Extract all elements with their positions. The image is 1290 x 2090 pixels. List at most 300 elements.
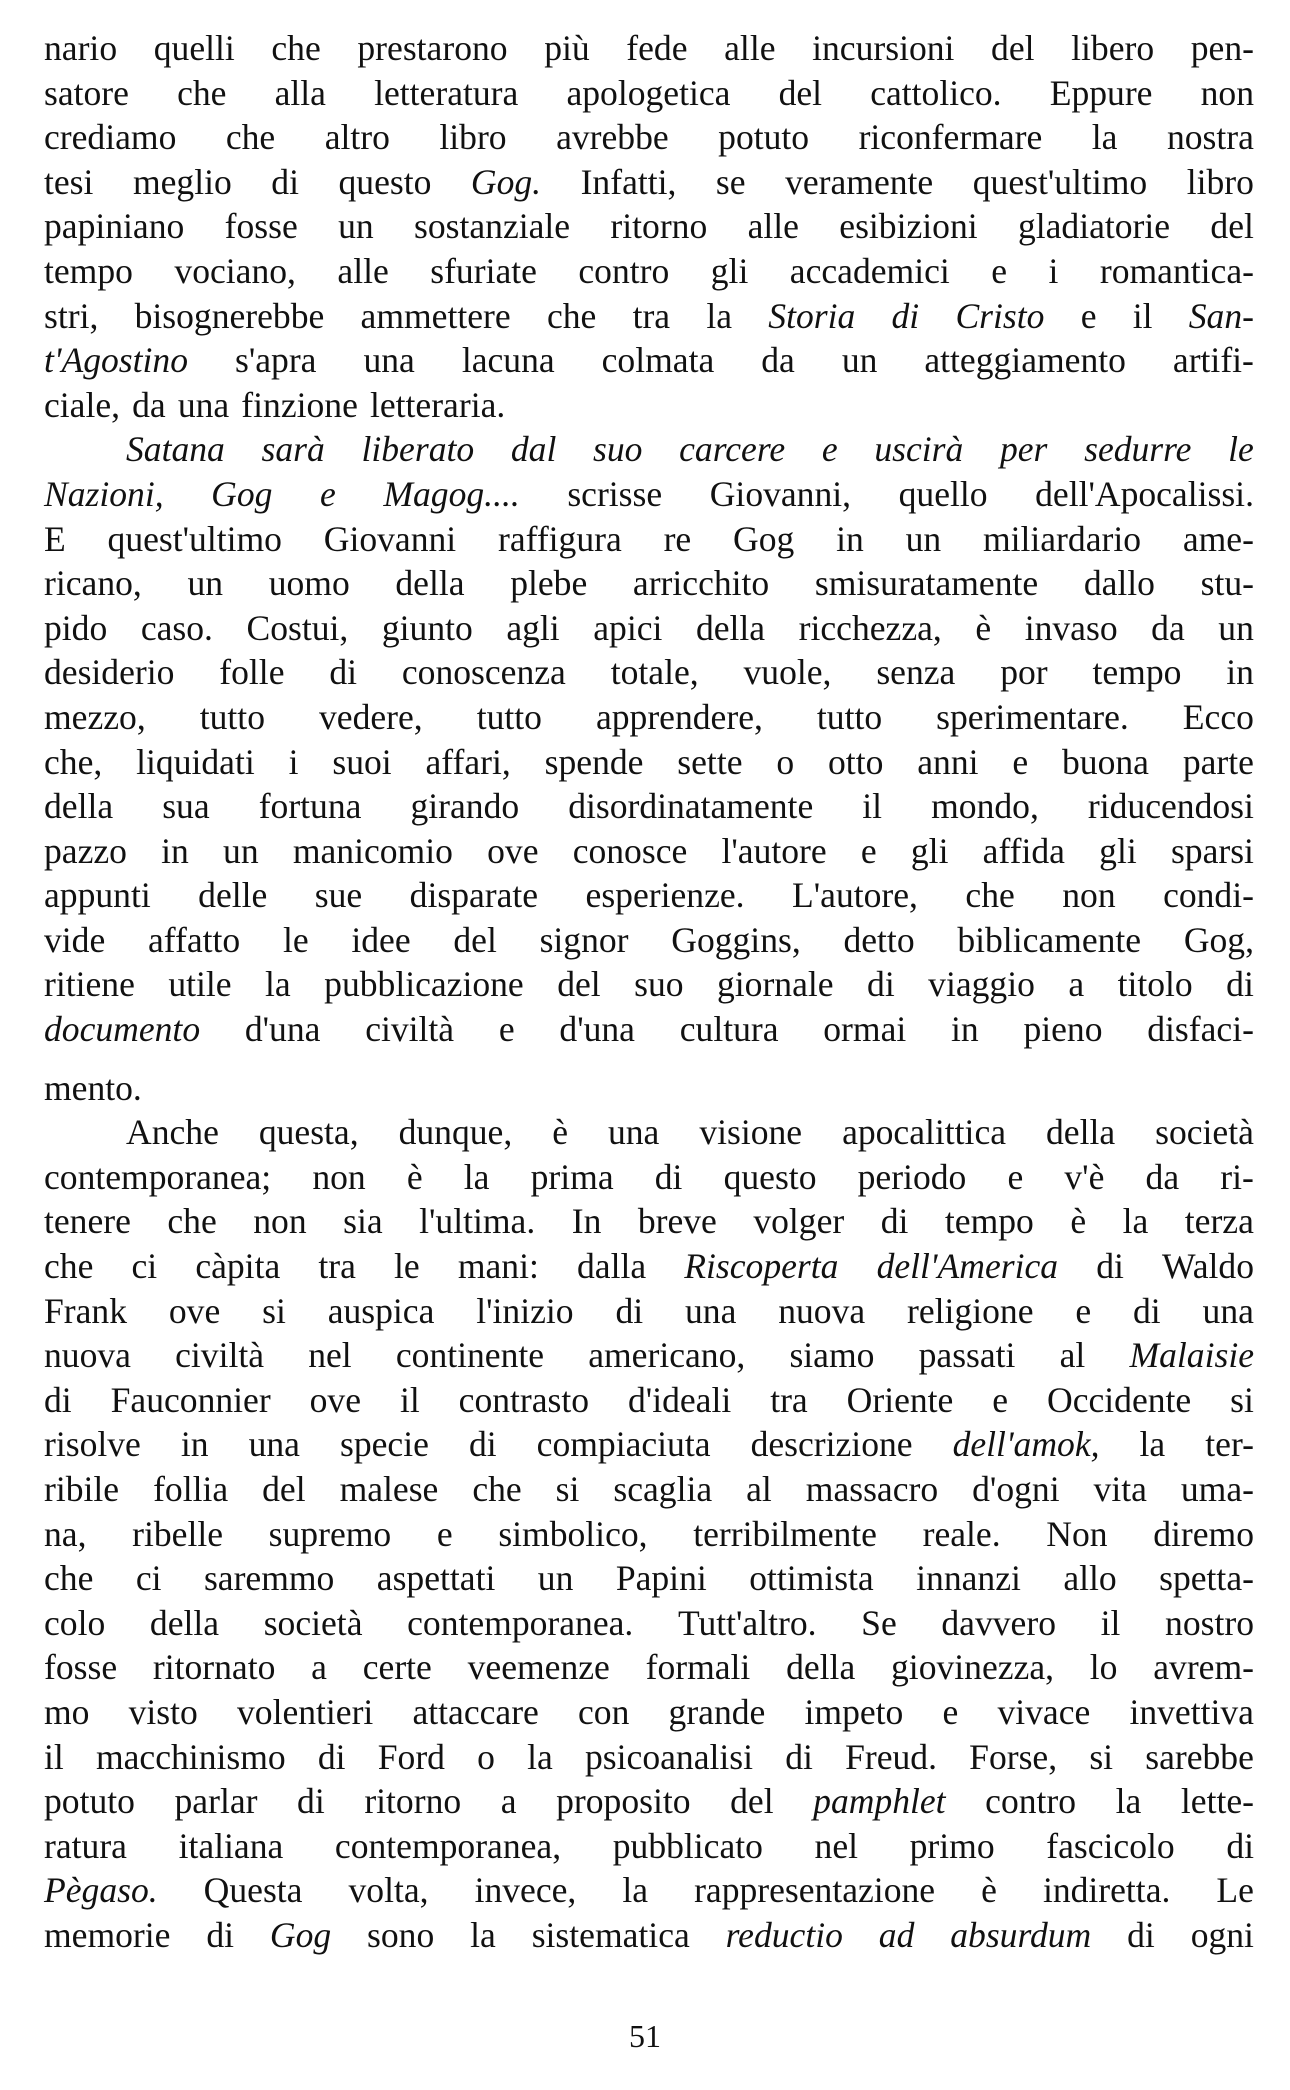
word: contrasto	[458, 1379, 590, 1420]
word: por	[1000, 652, 1048, 693]
text-line	[44, 1824, 1254, 1869]
word: Le	[1216, 1870, 1254, 1911]
word: simbolico,	[498, 1513, 648, 1554]
word: malese	[339, 1469, 439, 1509]
word: giovinezza,	[891, 1647, 1055, 1688]
word: signor	[539, 919, 629, 960]
word: ottimista	[749, 1558, 874, 1599]
word: sperimentare.	[936, 696, 1129, 737]
word: cattolico.	[870, 72, 1002, 113]
word: specie	[340, 1424, 429, 1465]
word: religione	[907, 1290, 1034, 1331]
text-line	[44, 160, 1254, 205]
body-text	[44, 26, 1254, 1958]
word: fascicolo	[1046, 1825, 1175, 1866]
word: letteraria.	[369, 384, 506, 425]
word: di	[891, 295, 920, 336]
word: Costui,	[246, 607, 349, 648]
word: che	[44, 1558, 94, 1599]
word: Pègaso.	[44, 1870, 158, 1911]
word: una	[1202, 1290, 1254, 1331]
text-line	[44, 1601, 1254, 1646]
word: libro	[1186, 161, 1254, 202]
word: nel	[814, 1825, 859, 1866]
text-line	[44, 1645, 1254, 1690]
word: caso.	[140, 607, 213, 648]
word: in	[161, 830, 189, 871]
text-line	[44, 1289, 1254, 1334]
word: allo	[1063, 1558, 1117, 1599]
word: ammettere	[360, 295, 511, 336]
word: sparsi	[1170, 830, 1254, 871]
word: mento.	[44, 1067, 142, 1108]
text-line	[44, 1467, 1254, 1512]
word: In	[571, 1201, 602, 1242]
word: e	[991, 250, 1008, 291]
word: disfaci-	[1147, 1009, 1254, 1050]
word: uscirà	[874, 429, 964, 470]
word: sia	[343, 1201, 383, 1242]
word: nostra	[1166, 117, 1254, 158]
word: liberato	[361, 429, 475, 470]
word: di	[1133, 1290, 1161, 1331]
text-line	[44, 472, 1254, 517]
word: è	[552, 1112, 568, 1153]
text-line	[44, 1378, 1254, 1423]
word: in	[951, 1009, 979, 1050]
word: di	[271, 161, 299, 202]
word: l'autore	[721, 830, 827, 871]
word: detto	[843, 919, 915, 960]
word: sfuriate	[430, 250, 537, 291]
word: miliardario	[982, 518, 1142, 559]
word: il	[862, 786, 883, 827]
word: il	[1132, 295, 1153, 336]
word: che	[271, 28, 321, 68]
word: Gog.	[470, 161, 542, 202]
word: ritiene	[44, 964, 135, 1005]
word: si	[555, 1469, 580, 1509]
word: San-	[1188, 295, 1254, 336]
word: scrisse	[567, 473, 663, 514]
word: ormai	[823, 1009, 907, 1050]
word: da	[761, 340, 795, 381]
word: per	[999, 429, 1048, 470]
word: un	[537, 1558, 574, 1599]
word: tutto	[476, 696, 542, 737]
word: suo	[634, 964, 684, 1005]
word: una	[177, 384, 230, 425]
word: attaccare	[412, 1691, 539, 1732]
word: la	[622, 1870, 649, 1911]
word: romantica-	[1099, 250, 1254, 291]
word: ribelle	[132, 1513, 224, 1554]
word: Malaisie	[1129, 1335, 1254, 1376]
word: sua	[162, 786, 210, 827]
word: quest'ultimo	[107, 518, 282, 559]
word: contemporanea.	[407, 1602, 634, 1643]
text-line	[44, 1422, 1254, 1467]
word: che	[546, 295, 597, 336]
word: Giovanni	[323, 518, 457, 559]
word: la	[527, 1736, 553, 1777]
word: raffigura	[497, 518, 622, 559]
text-line	[44, 1913, 1254, 1958]
word: suoi	[332, 741, 392, 782]
word: veramente	[785, 161, 934, 202]
word: nuova	[778, 1290, 866, 1331]
word: vita	[1093, 1469, 1147, 1509]
text-line	[44, 427, 1254, 472]
word: Questa	[203, 1870, 303, 1911]
word: pamphlet	[813, 1781, 946, 1822]
word: Occidente	[1047, 1379, 1192, 1420]
word: terribilmente	[693, 1513, 877, 1554]
word: folle	[219, 652, 285, 693]
word: l'ultima.	[419, 1201, 536, 1242]
word: s'apra	[234, 340, 317, 381]
text-line	[44, 71, 1254, 116]
word: lette-	[1180, 1781, 1254, 1822]
word: al	[1059, 1335, 1086, 1376]
word: v'è	[1064, 1156, 1105, 1197]
text-line	[44, 249, 1254, 294]
word: tra	[632, 295, 671, 336]
word: invece,	[474, 1870, 577, 1911]
word: altro	[324, 117, 390, 158]
word: le	[1228, 429, 1254, 470]
word: sette	[677, 741, 743, 782]
word: la	[1139, 1424, 1166, 1465]
word: affari,	[425, 741, 511, 782]
word: vuole,	[743, 652, 832, 693]
word: vedere,	[319, 696, 423, 737]
word: conosce	[572, 830, 688, 871]
word: d'ideali	[628, 1379, 732, 1420]
word: un	[187, 563, 224, 604]
word: sue	[314, 875, 363, 916]
text-line	[44, 1556, 1254, 1601]
word: colo	[44, 1602, 106, 1643]
word: proposito	[556, 1781, 691, 1822]
word: contemporanea;	[44, 1156, 272, 1197]
word: più	[544, 28, 590, 68]
word: mo	[44, 1691, 90, 1732]
word: accademici	[789, 250, 950, 291]
word: carcere	[679, 429, 786, 470]
word: del	[991, 28, 1035, 68]
word: ogni	[1190, 1914, 1254, 1955]
word: ci	[131, 1246, 158, 1287]
word: sono	[367, 1914, 435, 1955]
word: e	[436, 1513, 453, 1554]
word: tempo	[944, 1201, 1034, 1242]
word: idee	[351, 919, 411, 960]
word: avrem-	[1153, 1647, 1254, 1688]
word: una	[248, 1424, 300, 1465]
text-line	[44, 606, 1254, 651]
word: dunque,	[398, 1112, 513, 1153]
word: visto	[128, 1691, 198, 1732]
word: di	[297, 1781, 325, 1822]
word: potuto	[44, 1781, 135, 1822]
word: e	[942, 1691, 959, 1732]
word: a	[1068, 964, 1085, 1005]
word: di	[468, 1424, 497, 1465]
word: e	[821, 429, 838, 470]
word: bisognerebbe	[134, 295, 325, 336]
word: il	[44, 1736, 64, 1777]
word: delle	[198, 875, 268, 916]
word: Freud.	[845, 1736, 937, 1777]
text-line	[44, 784, 1254, 829]
word: Magog....	[383, 473, 520, 514]
word: la	[470, 1914, 496, 1955]
word: del	[730, 1781, 774, 1822]
word: psicoanalisi	[585, 1736, 753, 1777]
word: di	[880, 1201, 909, 1242]
page-number: 51	[629, 2018, 661, 2054]
word: sostanziale	[414, 206, 571, 247]
word: re	[663, 518, 692, 559]
word: una	[607, 1112, 660, 1153]
word: conoscenza	[401, 652, 566, 693]
word: avrebbe	[556, 117, 669, 158]
word: ove	[168, 1290, 221, 1331]
word: Forse,	[969, 1736, 1058, 1777]
word: pieno	[1023, 1009, 1103, 1050]
word: che	[965, 875, 1015, 916]
word: documento	[44, 1009, 201, 1050]
word: totale,	[610, 652, 699, 693]
word: volta,	[348, 1870, 429, 1911]
word: libero	[1071, 28, 1155, 68]
text-line	[44, 561, 1254, 606]
word: Gog	[733, 518, 795, 559]
word: scaglia	[613, 1469, 713, 1509]
word: macchinismo	[95, 1736, 286, 1777]
word: dell'Apocalissi.	[1035, 473, 1254, 514]
word: nel	[308, 1335, 352, 1376]
word: contro	[578, 250, 670, 291]
word: finzione	[241, 384, 358, 425]
word: questa,	[258, 1112, 359, 1153]
word: quest'ultimo	[972, 161, 1148, 202]
word: follia	[153, 1469, 229, 1509]
word: questo	[723, 1156, 817, 1197]
text-line	[44, 1333, 1254, 1378]
word: una	[363, 340, 415, 381]
word: ci	[135, 1558, 162, 1599]
word: e	[320, 473, 336, 514]
word: il	[1100, 1602, 1121, 1643]
word: affatto	[148, 919, 241, 960]
word: a	[500, 1781, 517, 1822]
word: breve	[637, 1201, 717, 1242]
word: appunti	[44, 875, 151, 916]
word: impeto	[804, 1691, 904, 1732]
word: Goggins,	[671, 919, 801, 960]
word: stri,	[44, 295, 99, 336]
word: Gog,	[1183, 919, 1254, 960]
word: alle	[337, 250, 389, 291]
word: invettiva	[1129, 1691, 1254, 1732]
word: vociano,	[174, 250, 296, 291]
word: crediamo	[44, 117, 177, 158]
word: ricchezza,	[798, 607, 942, 648]
word: alle	[747, 206, 799, 247]
word: smisuratamente	[814, 563, 1039, 604]
word: Oriente	[846, 1379, 954, 1420]
word: apici	[593, 607, 663, 648]
word: a	[311, 1647, 327, 1688]
word: di	[867, 964, 895, 1005]
word: Anche	[126, 1112, 219, 1153]
word: di	[317, 1736, 346, 1777]
word: ame-	[1182, 518, 1254, 559]
word: affida	[982, 830, 1065, 871]
text-line	[44, 1155, 1254, 1200]
word: certe	[362, 1647, 432, 1688]
word: uma-	[1180, 1469, 1254, 1509]
word: stu-	[1200, 563, 1254, 604]
word: prima	[530, 1156, 614, 1197]
word: Non	[1046, 1513, 1108, 1554]
word: non	[1062, 875, 1116, 916]
word: anni	[917, 741, 979, 782]
word: desiderio	[44, 652, 175, 693]
word: alle	[724, 28, 776, 68]
word: di	[615, 1290, 644, 1331]
word: gli	[710, 250, 749, 291]
word: tra	[770, 1379, 808, 1420]
word: in	[836, 518, 864, 559]
word: si	[262, 1290, 286, 1331]
word: e	[1012, 741, 1029, 782]
word: ritorno	[364, 1781, 462, 1822]
word: di	[785, 1736, 813, 1777]
word: del	[778, 72, 823, 113]
word: L'autore,	[792, 875, 918, 916]
word: terza	[1184, 1201, 1254, 1242]
word: della	[44, 786, 114, 827]
word: tempo	[1092, 652, 1182, 693]
word: contemporanea,	[334, 1825, 562, 1866]
word: condi-	[1163, 875, 1254, 916]
word: o	[477, 1736, 495, 1777]
word: d'ogni	[972, 1469, 1060, 1509]
text-line	[44, 1007, 1254, 1052]
word: ove	[309, 1379, 361, 1420]
word: disordinatamente	[568, 786, 814, 827]
word: ciale,	[44, 384, 121, 425]
word: plebe	[510, 563, 588, 604]
word: meglio	[132, 161, 232, 202]
word: absurdum	[950, 1914, 1092, 1955]
word: pazzo	[44, 830, 127, 871]
word: della	[149, 1602, 220, 1643]
word: na,	[44, 1513, 87, 1554]
word: Giovanni,	[709, 473, 852, 514]
word: i	[1048, 250, 1059, 291]
word: parlar	[174, 1781, 258, 1822]
word: liquidati	[136, 741, 255, 782]
word: e	[1007, 1156, 1024, 1197]
word: da	[1151, 607, 1185, 648]
word: Nazioni,	[44, 473, 164, 514]
word: in	[180, 1424, 209, 1465]
word: e	[1075, 1290, 1092, 1331]
word: in	[1226, 652, 1254, 693]
word: massacro	[805, 1469, 939, 1509]
word: aspettati	[376, 1558, 496, 1599]
word: della	[1046, 1112, 1116, 1153]
word: ribile	[44, 1469, 120, 1509]
text-line	[44, 294, 1254, 339]
word: utile	[168, 964, 232, 1005]
word: dalla	[577, 1246, 647, 1287]
word: del	[453, 919, 497, 960]
word: lo	[1089, 1647, 1118, 1688]
word: esibizioni	[839, 206, 978, 247]
word: reale.	[922, 1513, 1001, 1554]
word: d'una	[244, 1009, 321, 1050]
word: la	[463, 1156, 490, 1197]
word: Gog	[211, 473, 273, 514]
word: da	[1145, 1156, 1180, 1197]
word: Satana	[126, 429, 225, 470]
word: e	[498, 1009, 515, 1050]
word: di	[329, 652, 358, 693]
word: fosse	[44, 1647, 118, 1688]
word: tesi	[44, 161, 94, 202]
word: del	[1210, 206, 1254, 247]
word: società	[1155, 1112, 1254, 1153]
text-line	[44, 383, 1254, 428]
word: passati	[918, 1335, 1016, 1376]
word: la	[1091, 117, 1118, 158]
word: del	[262, 1469, 306, 1509]
text-line	[44, 873, 1254, 918]
word: e	[860, 830, 877, 871]
word: mondo,	[931, 786, 1039, 827]
word: reductio	[725, 1914, 843, 1955]
word: riconfermare	[858, 117, 1043, 158]
word: viaggio	[928, 964, 1035, 1005]
word: della	[395, 563, 465, 604]
word: esperienze.	[585, 875, 745, 916]
word: fosse	[224, 206, 298, 247]
word: giornale	[717, 964, 834, 1005]
word: compiaciuta	[536, 1424, 711, 1465]
word: la	[1115, 1781, 1142, 1822]
word: nuova	[44, 1335, 131, 1376]
word: fortuna	[258, 786, 362, 827]
word: che	[472, 1469, 522, 1509]
word: lacuna	[461, 340, 555, 381]
word: ritornato	[152, 1647, 276, 1688]
word: è	[1070, 1201, 1087, 1242]
word: che	[167, 1201, 217, 1242]
word: agli	[506, 607, 560, 648]
word: italiana	[178, 1825, 284, 1866]
word: con	[578, 1691, 630, 1732]
word: Ford	[377, 1736, 445, 1777]
word: è	[981, 1870, 997, 1911]
word: che,	[44, 741, 103, 782]
text-line	[44, 695, 1254, 740]
word: spetta-	[1159, 1558, 1254, 1599]
